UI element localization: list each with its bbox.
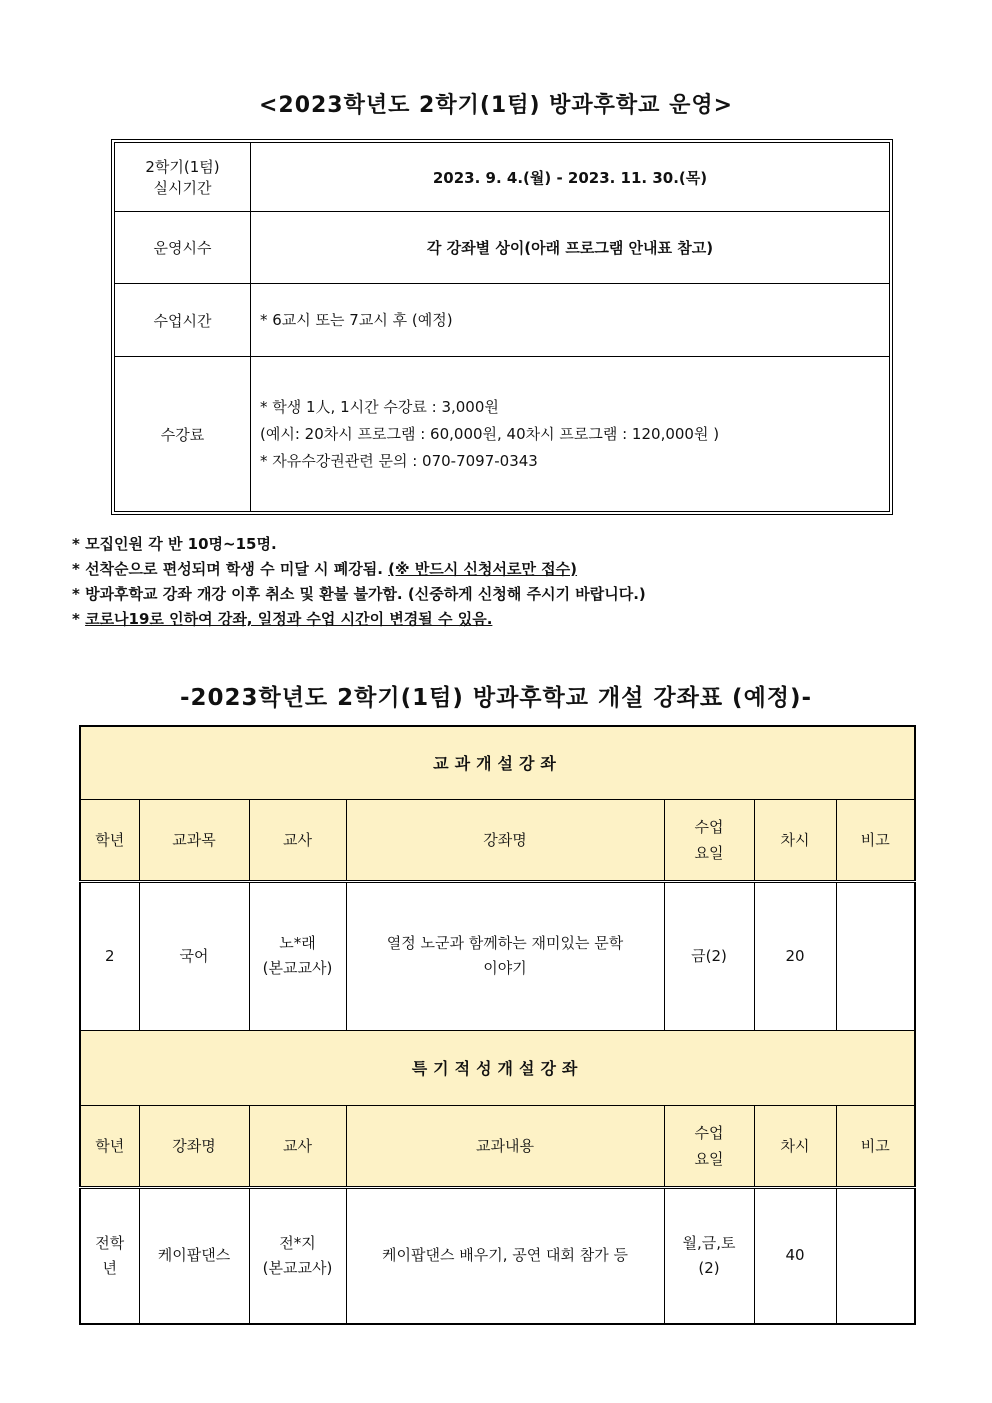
hours-value: 각 강좌별 상이(아래 프로그램 안내표 참고) <box>251 212 890 284</box>
header-class-day-line2: 요일 <box>694 1149 724 1168</box>
class-time-label: 수업시간 <box>115 284 251 357</box>
course-table <box>79 725 916 1325</box>
course-table-title: -2023학년도 2학기(1텀) 방과후학교 개설 강좌표 (예정)- <box>179 685 813 711</box>
cell-teacher-name: 노*래 <box>279 934 316 952</box>
note-2 <box>72 557 646 582</box>
period-label <box>115 143 251 212</box>
fee-line-3: * 자유수강권관련 문의 : 070-7097-0343 <box>260 451 538 470</box>
header-teacher: 교사 <box>249 799 346 881</box>
section-special-courses-title: 특기적성개설강좌 <box>80 1030 915 1105</box>
header-class-day <box>664 799 754 881</box>
cell-teacher-role: (본교교사) <box>262 959 333 977</box>
note-1: * 모집인원 각 반 10명~15명. <box>72 535 277 553</box>
note-2-underlined: (※ 반드시 신청서로만 접수) <box>388 560 578 578</box>
notes-list <box>72 532 646 632</box>
header-class-day-line1: 수업 <box>694 1123 724 1142</box>
section-subject-courses-title: 교과개설강좌 <box>80 726 915 799</box>
cell-course-name: 케이팝댄스 <box>139 1187 249 1324</box>
note-3: * 방과후학교 강좌 개강 이후 취소 및 환불 불가함. (신중하게 신청해 주시기 바랍니다.) <box>72 585 646 603</box>
cell-class-day-line2: (2) <box>698 1258 720 1277</box>
cell-sessions: 20 <box>754 881 836 1030</box>
header-subject: 교과목 <box>139 799 249 881</box>
note-4-bullet: * <box>72 610 86 628</box>
fee-line-2: (예시: 20차시 프로그램 : 60,000원, 40차시 프로그램 : 120,000원 ) <box>260 424 720 443</box>
cell-teacher <box>249 881 346 1030</box>
cell-class-day <box>664 1187 754 1324</box>
cell-subject: 국어 <box>139 881 249 1030</box>
period-label-line1: 2학기(1텀) <box>145 158 220 176</box>
period-label-line2: 실시기간 <box>153 179 212 197</box>
cell-note <box>836 881 915 1030</box>
operation-table <box>111 139 893 515</box>
header-course-name: 강좌명 <box>346 799 664 881</box>
cell-class-day: 금(2) <box>664 881 754 1030</box>
cell-grade-line2: 년 <box>102 1258 117 1277</box>
fee-value <box>251 357 890 512</box>
hours-label: 운영시수 <box>115 212 251 284</box>
header-note: 비고 <box>836 799 915 881</box>
table-row <box>80 1187 915 1324</box>
cell-grade-line1: 전학 <box>95 1233 125 1252</box>
table-row <box>80 881 915 1030</box>
header-class-day-line2: 요일 <box>694 843 724 862</box>
cell-teacher-role: (본교교사) <box>262 1258 333 1277</box>
header-class-day <box>664 1105 754 1187</box>
note-4 <box>72 607 646 632</box>
header-note: 비고 <box>836 1105 915 1187</box>
header-grade: 학년 <box>80 1105 139 1187</box>
note-2-text: * 선착순으로 편성되며 학생 수 미달 시 폐강됨. <box>72 560 389 578</box>
cell-course-content: 케이팝댄스 배우기, 공연 대회 참가 등 <box>346 1187 664 1324</box>
class-time-value: * 6교시 또는 7교시 후 (예정) <box>251 284 890 357</box>
cell-grade <box>80 1187 139 1324</box>
cell-course-name <box>346 881 664 1030</box>
cell-class-day-line1: 월,금,토 <box>682 1233 736 1252</box>
page-title: <2023학년도 2학기(1텀) 방과후학교 운영> <box>258 93 734 118</box>
cell-note <box>836 1187 915 1324</box>
header-sessions: 차시 <box>754 1105 836 1187</box>
fee-line-1: * 학생 1人, 1시간 수강료 : 3,000원 <box>260 397 499 416</box>
cell-course-name-line1: 열정 노군과 함께하는 재미있는 문학 <box>386 934 624 952</box>
period-value: 2023. 9. 4.(월) - 2023. 11. 30.(목) <box>251 143 890 212</box>
fee-label: 수강료 <box>115 357 251 512</box>
header-class-day-line1: 수업 <box>694 817 724 836</box>
header-grade: 학년 <box>80 799 139 881</box>
header-teacher: 교사 <box>249 1105 346 1187</box>
header-course-content: 교과내용 <box>346 1105 664 1187</box>
cell-sessions: 40 <box>754 1187 836 1324</box>
cell-teacher <box>249 1187 346 1324</box>
note-4-underlined: 코로나19로 인하여 강좌, 일정과 수업 시간이 변경될 수 있음. <box>85 610 493 628</box>
header-sessions: 차시 <box>754 799 836 881</box>
header-course-name: 강좌명 <box>139 1105 249 1187</box>
cell-course-name-line2: 이야기 <box>483 959 527 977</box>
cell-grade: 2 <box>80 881 139 1030</box>
cell-teacher-name: 전*지 <box>279 1233 316 1252</box>
